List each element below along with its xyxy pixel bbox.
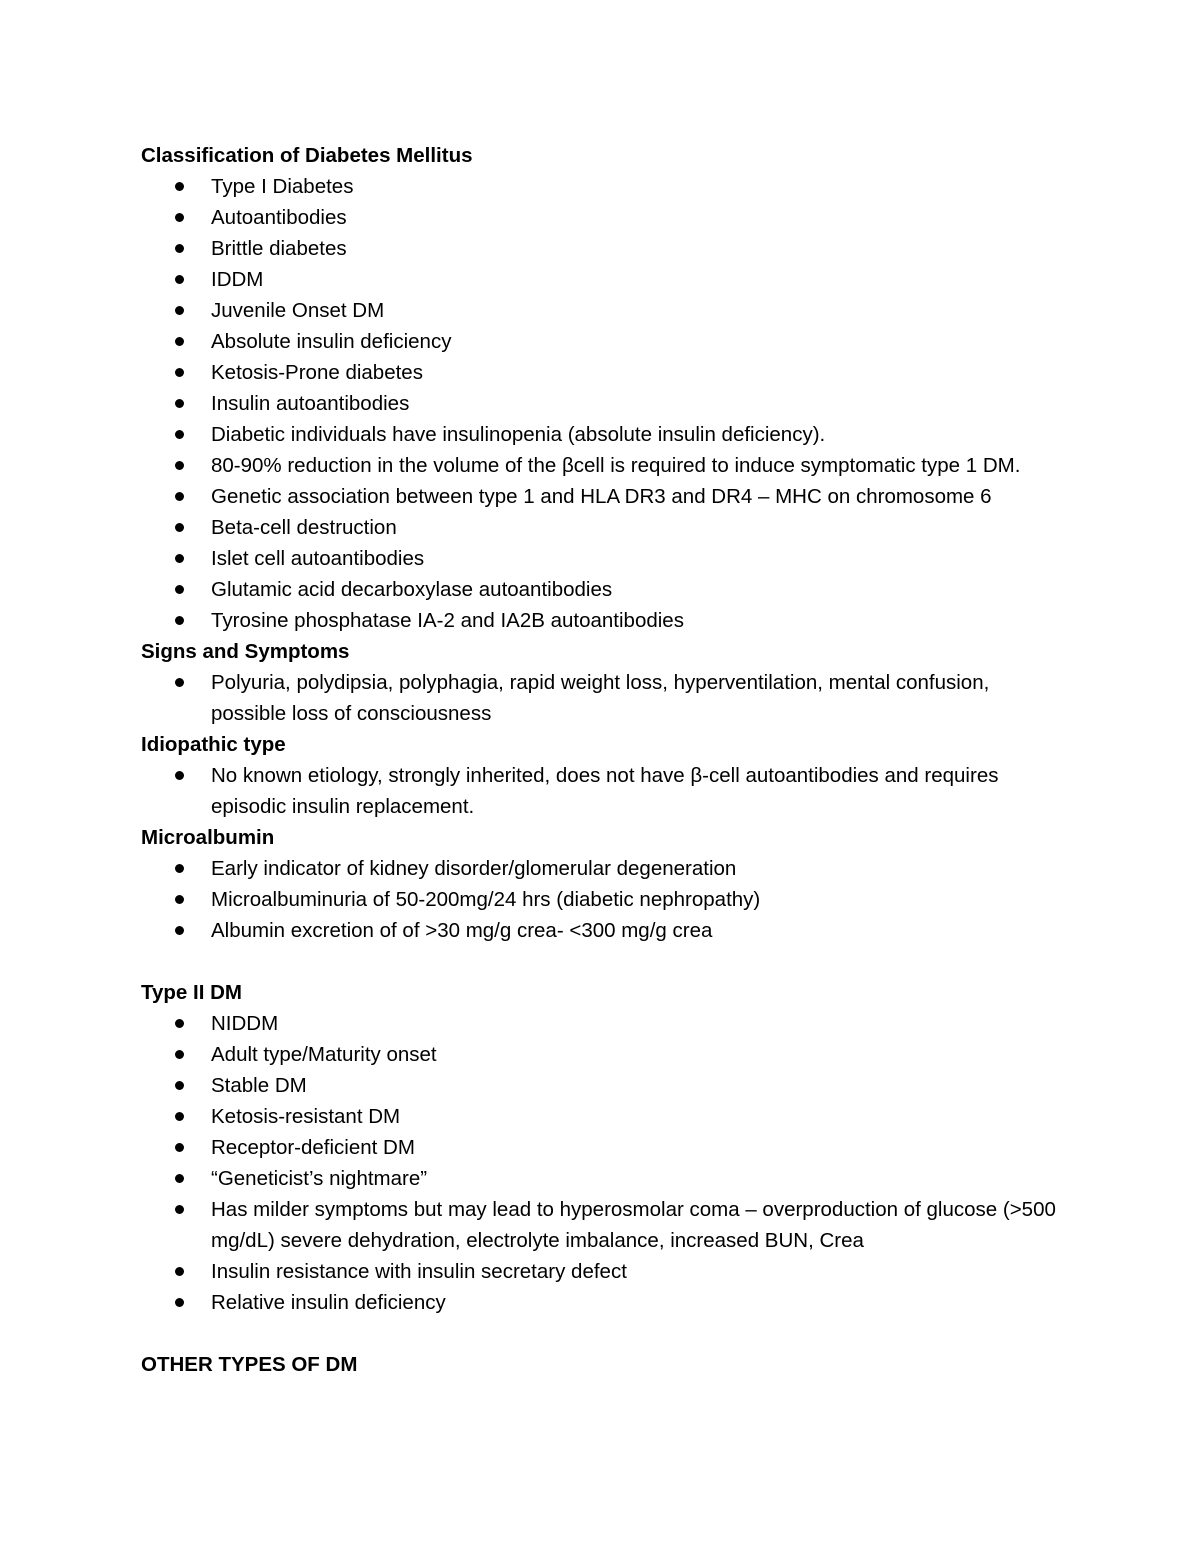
bullet-icon [175, 554, 184, 563]
bullet-icon [175, 1112, 184, 1121]
list-item: Glutamic acid decarboxylase autoantibodies [141, 574, 1061, 605]
heading-classification: Classification of Diabetes Mellitus [141, 144, 473, 167]
list-classification [141, 171, 1061, 636]
bullet-icon [175, 399, 184, 408]
bullet-icon [175, 523, 184, 532]
list-item: Albumin excretion of of >30 mg/g crea- <300 mg/g crea [141, 915, 1061, 946]
bullet-icon [175, 1298, 184, 1307]
bullet-icon [175, 213, 184, 222]
heading-microalbumin: Microalbumin [141, 826, 275, 849]
bullet-icon [175, 182, 184, 191]
list-item: Has milder symptoms but may lead to hyperosmolar coma – overproduction of glucose (>500 mg/dL) severe dehydration, electrolyte imbalance, increased BUN, Crea [141, 1194, 1061, 1256]
list-item: Absolute insulin deficiency [141, 326, 1061, 357]
document-page [141, 140, 1061, 1380]
list-microalbumin [141, 853, 1061, 946]
bullet-icon [175, 1050, 184, 1059]
list-item: Insulin resistance with insulin secretary defect [141, 1256, 1061, 1287]
bullet-icon [175, 1081, 184, 1090]
bullet-icon [175, 895, 184, 904]
list-item: Genetic association between type 1 and HLA DR3 and DR4 – MHC on chromosome 6 [141, 481, 1061, 512]
list-item: “Geneticist’s nightmare” [141, 1163, 1061, 1194]
list-item: Ketosis-resistant DM [141, 1101, 1061, 1132]
paragraph-spacer [141, 1318, 1061, 1349]
bullet-icon [175, 1205, 184, 1214]
bullet-icon [175, 1143, 184, 1152]
list-item: Insulin autoantibodies [141, 388, 1061, 419]
bullet-icon [175, 926, 184, 935]
heading-type-2: Type II DM [141, 981, 242, 1004]
list-item: Receptor-deficient DM [141, 1132, 1061, 1163]
list-item: No known etiology, strongly inherited, does not have β-cell autoantibodies and requires episodic insulin replacement. [141, 760, 1061, 822]
list-item: Diabetic individuals have insulinopenia (absolute insulin deficiency). [141, 419, 1061, 450]
list-item: Beta-cell destruction [141, 512, 1061, 543]
bullet-icon [175, 492, 184, 501]
bullet-icon [175, 337, 184, 346]
bullet-icon [175, 585, 184, 594]
bullet-icon [175, 771, 184, 780]
list-item: 80-90% reduction in the volume of the βcell is required to induce symptomatic type 1 DM. [141, 450, 1061, 481]
list-signs-symptoms [141, 667, 1061, 729]
list-item: IDDM [141, 264, 1061, 295]
heading-idiopathic: Idiopathic type [141, 733, 286, 756]
list-item: NIDDM [141, 1008, 1061, 1039]
bullet-icon [175, 368, 184, 377]
paragraph-spacer [141, 946, 1061, 977]
bullet-icon [175, 616, 184, 625]
list-item: Adult type/Maturity onset [141, 1039, 1061, 1070]
bullet-icon [175, 275, 184, 284]
list-idiopathic [141, 760, 1061, 822]
list-item: Type I Diabetes [141, 171, 1061, 202]
list-type-2 [141, 1008, 1061, 1318]
heading-signs-symptoms: Signs and Symptoms [141, 640, 350, 663]
list-item: Ketosis-Prone diabetes [141, 357, 1061, 388]
bullet-icon [175, 1019, 184, 1028]
bullet-icon [175, 306, 184, 315]
bullet-icon [175, 1174, 184, 1183]
heading-other-types: OTHER TYPES OF DM [141, 1353, 358, 1376]
bullet-icon [175, 244, 184, 253]
list-item: Microalbuminuria of 50-200mg/24 hrs (diabetic nephropathy) [141, 884, 1061, 915]
bullet-icon [175, 461, 184, 470]
list-item: Stable DM [141, 1070, 1061, 1101]
list-item: Early indicator of kidney disorder/glomerular degeneration [141, 853, 1061, 884]
bullet-icon [175, 678, 184, 687]
list-item: Juvenile Onset DM [141, 295, 1061, 326]
list-item: Brittle diabetes [141, 233, 1061, 264]
list-item: Tyrosine phosphatase IA-2 and IA2B autoantibodies [141, 605, 1061, 636]
bullet-icon [175, 430, 184, 439]
list-item: Islet cell autoantibodies [141, 543, 1061, 574]
list-item: Autoantibodies [141, 202, 1061, 233]
bullet-icon [175, 1267, 184, 1276]
bullet-icon [175, 864, 184, 873]
list-item: Relative insulin deficiency [141, 1287, 1061, 1318]
list-item: Polyuria, polydipsia, polyphagia, rapid weight loss, hyperventilation, mental confusion, possible loss of consciousness [141, 667, 1061, 729]
